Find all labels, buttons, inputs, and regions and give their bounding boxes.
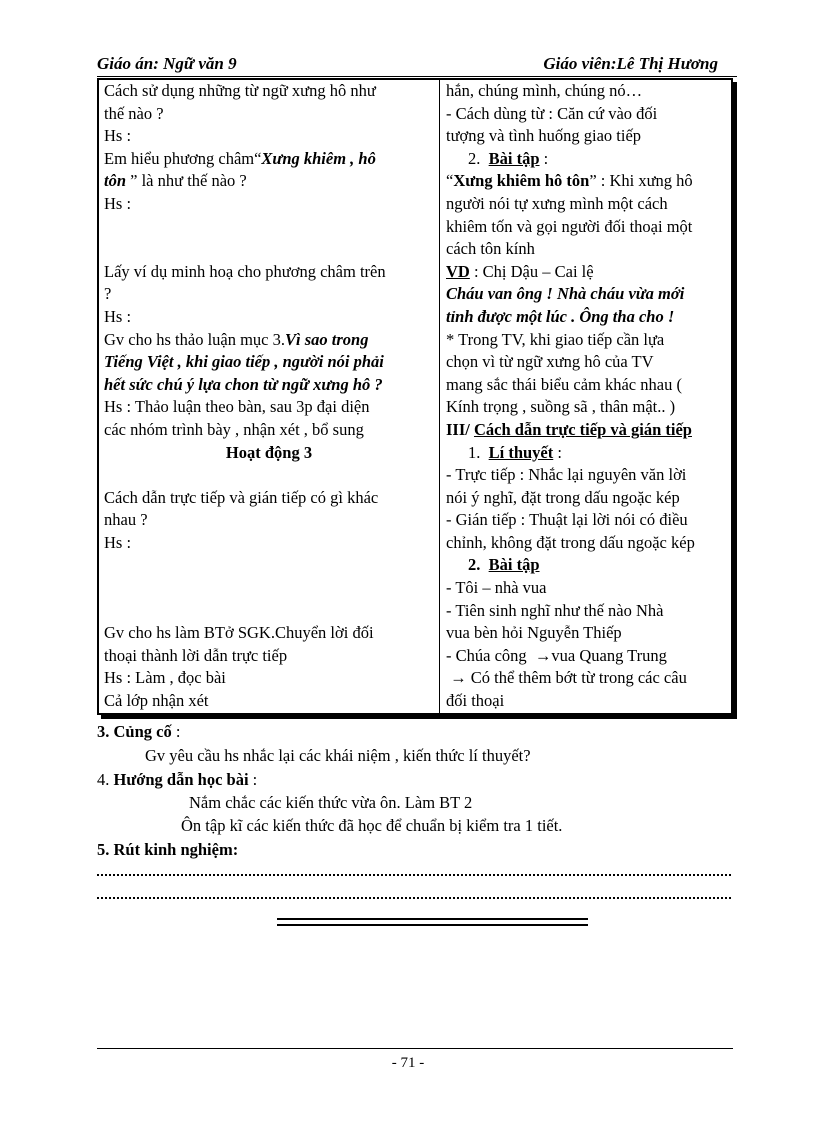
left-line-5 (104, 170, 434, 193)
study-guide-number: 4. (97, 770, 110, 789)
lesson-table (97, 78, 733, 715)
right-line-7: khiêm tốn và gọi người đối thoại một (446, 216, 693, 236)
consolidation-colon: : (175, 722, 181, 741)
header-teacher: Giáo viên:Lê Thị Hương (543, 54, 718, 73)
study-guide-heading (97, 770, 257, 790)
header-subject: Giáo án: Ngữ văn 9 (97, 54, 237, 73)
note-text: Có thể thêm bớt từ trong các câu (470, 668, 687, 688)
example-label: VD (446, 261, 470, 281)
reflection-heading: 5. Rút kinh nghiệm: (97, 840, 239, 859)
address-term: - Chúa công (446, 645, 527, 665)
left-line-6: Hs : (104, 193, 132, 213)
exercise-heading (446, 148, 732, 171)
principle-term: Xưng khiêm , hô (261, 148, 376, 168)
example-quote-1: Cháu van ông ! Nhà cháu vừa mới (446, 284, 685, 304)
example-quote-2: tỉnh được một lúc . Ông tha cho ! (446, 306, 675, 326)
right-line-2: - Cách dùng từ : Căn cứ vào đối (446, 103, 658, 123)
page-header (97, 52, 737, 77)
left-blank (104, 554, 434, 577)
right-line-21: chỉnh, không đặt trong dấu ngoặc kép (446, 532, 695, 552)
section-iii-heading (446, 419, 732, 442)
study-guide-colon: : (252, 770, 258, 789)
left-blank (104, 600, 434, 623)
question-text-end: ” là như thế nào ? (130, 171, 247, 191)
left-line-20: thoại thành lời dẫn trực tiếp (104, 645, 288, 665)
exercise-2-number: 2. (468, 555, 481, 575)
theory-colon: : (557, 442, 562, 462)
reflection-dotted-line (97, 897, 731, 899)
study-guide-line-2: Ôn tập kĩ các kiến thức đã học để chuẩn bị kiểm tra 1 tiết. (181, 816, 563, 835)
principle-name: Xưng khiêm hô tôn (453, 171, 590, 191)
left-blank (104, 577, 434, 600)
left-line-19: Gv cho hs làm BTở SGK.Chuyển lời đối (104, 623, 374, 643)
left-line-18: Hs : (104, 532, 132, 552)
content-column (446, 80, 732, 713)
left-blank (104, 238, 434, 261)
arrow-icon: → (450, 668, 467, 688)
exercise-2-heading (446, 554, 732, 577)
study-guide-line-1: Nắm chắc các kiến thức vừa ôn. Làm BT 2 (189, 793, 473, 812)
right-line-1: hắn, chúng mình, chúng nó… (446, 81, 643, 100)
discussion-intro: Gv cho hs thảo luận mục 3. (104, 329, 286, 349)
teacher-student-activity-column (104, 80, 434, 713)
right-line-19: nói ý nghĩ, đặt trong dấu ngoặc kép (446, 487, 680, 507)
left-line-1: Cách sử dụng những từ ngữ xưng hô như (104, 81, 376, 100)
activity-heading: Hoạt động 3 (225, 442, 313, 462)
discussion-question: Vì sao trong (285, 329, 369, 349)
right-line-28: đối thoại (446, 691, 505, 711)
right-line-25: vua bèn hỏi Nguyễn Thiếp (446, 623, 622, 643)
right-line-6: người nói tự xưng mình một cách (446, 193, 668, 213)
right-line-5 (446, 170, 732, 193)
principle-definition-start: ” : Khi xưng hô (589, 171, 693, 191)
right-line-13: chọn vì từ ngữ xưng hô của TV (446, 352, 654, 372)
left-line-13: Hs : Thảo luận theo bàn, sau 3p đại diện (104, 397, 370, 417)
section-title: Cách dẫn trực tiếp và gián tiếp (473, 419, 692, 439)
theory-heading (446, 442, 732, 465)
right-line-23: - Tôi – nhà vua (446, 578, 547, 598)
left-line-14: các nhóm trình bày , nhận xét , bổ sung (104, 419, 364, 439)
left-line-9: Hs : (104, 306, 132, 326)
left-line-22: Cả lớp nhận xét (104, 691, 209, 711)
right-line-8: cách tôn kính (446, 239, 535, 259)
right-line-27 (446, 667, 732, 690)
end-divider (277, 918, 588, 926)
left-line-17: nhau ? (104, 510, 148, 530)
exercise-colon: : (543, 148, 549, 168)
consolidation-body: Gv yêu cầu hs nhắc lại các khái niệm , kiến thức lí thuyết? (145, 746, 531, 765)
left-line-10 (104, 329, 434, 352)
right-line-3: tượng và tình huống giao tiếp (446, 126, 642, 146)
section-number: III/ (446, 419, 470, 439)
reflection-dotted-line (97, 874, 731, 876)
right-line-18: - Trực tiếp : Nhắc lại nguyên văn lời (446, 465, 687, 485)
example-source: : Chị Dậu – Cai lệ (473, 261, 594, 281)
consolidation-title: 3. Củng cố (97, 722, 172, 741)
page-number: - 71 - (391, 1055, 425, 1071)
column-divider (439, 80, 440, 713)
left-line-4 (104, 148, 434, 171)
right-line-20: - Gián tiếp : Thuật lại lời nói có điều (446, 510, 688, 530)
left-line-16: Cách dẫn trực tiếp và gián tiếp có gì khác (104, 487, 379, 507)
right-line-14: mang sắc thái biểu cảm khác nhau ( (446, 374, 682, 394)
example-line (446, 261, 732, 284)
exercise-2-title: Bài tập (488, 555, 540, 575)
theory-title: Lí thuyết (488, 442, 554, 462)
question-text: Em hiểu phương châm“ (104, 148, 262, 168)
left-blank (104, 216, 434, 239)
principle-term-end: tôn (104, 171, 127, 191)
exercise-title: Bài tập (488, 148, 540, 168)
left-blank (104, 464, 434, 487)
consolidation-heading (97, 722, 180, 742)
left-line-12: hết sức chú ý lựa chon từ ngữ xưng hô ? (104, 374, 383, 394)
address-replacement: vua Quang Trung (551, 645, 667, 665)
exercise-number: 2. (468, 148, 481, 168)
left-line-8: ? (104, 284, 112, 304)
right-line-12: * Trong TV, khi giao tiếp cần lựa (446, 329, 665, 349)
left-line-11: Tiếng Việt , khi giao tiếp , người nói phải (104, 352, 384, 372)
left-line-3: Hs : (104, 126, 132, 146)
theory-number: 1. (468, 442, 481, 462)
right-line-15: Kính trọng , suồng sã , thân mật.. ) (446, 397, 676, 417)
right-line-26 (446, 645, 732, 668)
left-line-2: thế nào ? (104, 103, 164, 123)
right-line-24: - Tiên sinh nghĩ như thế nào Nhà (446, 600, 664, 620)
arrow-icon: → (534, 645, 552, 665)
open-quote: “ (446, 171, 454, 191)
left-line-21: Hs : Làm , đọc bài (104, 668, 226, 688)
footer-rule (97, 1048, 733, 1049)
left-line-7: Lấy ví dụ minh hoạ cho phương châm trên (104, 261, 386, 281)
study-guide-title: Hướng dẫn học bài (113, 770, 249, 789)
